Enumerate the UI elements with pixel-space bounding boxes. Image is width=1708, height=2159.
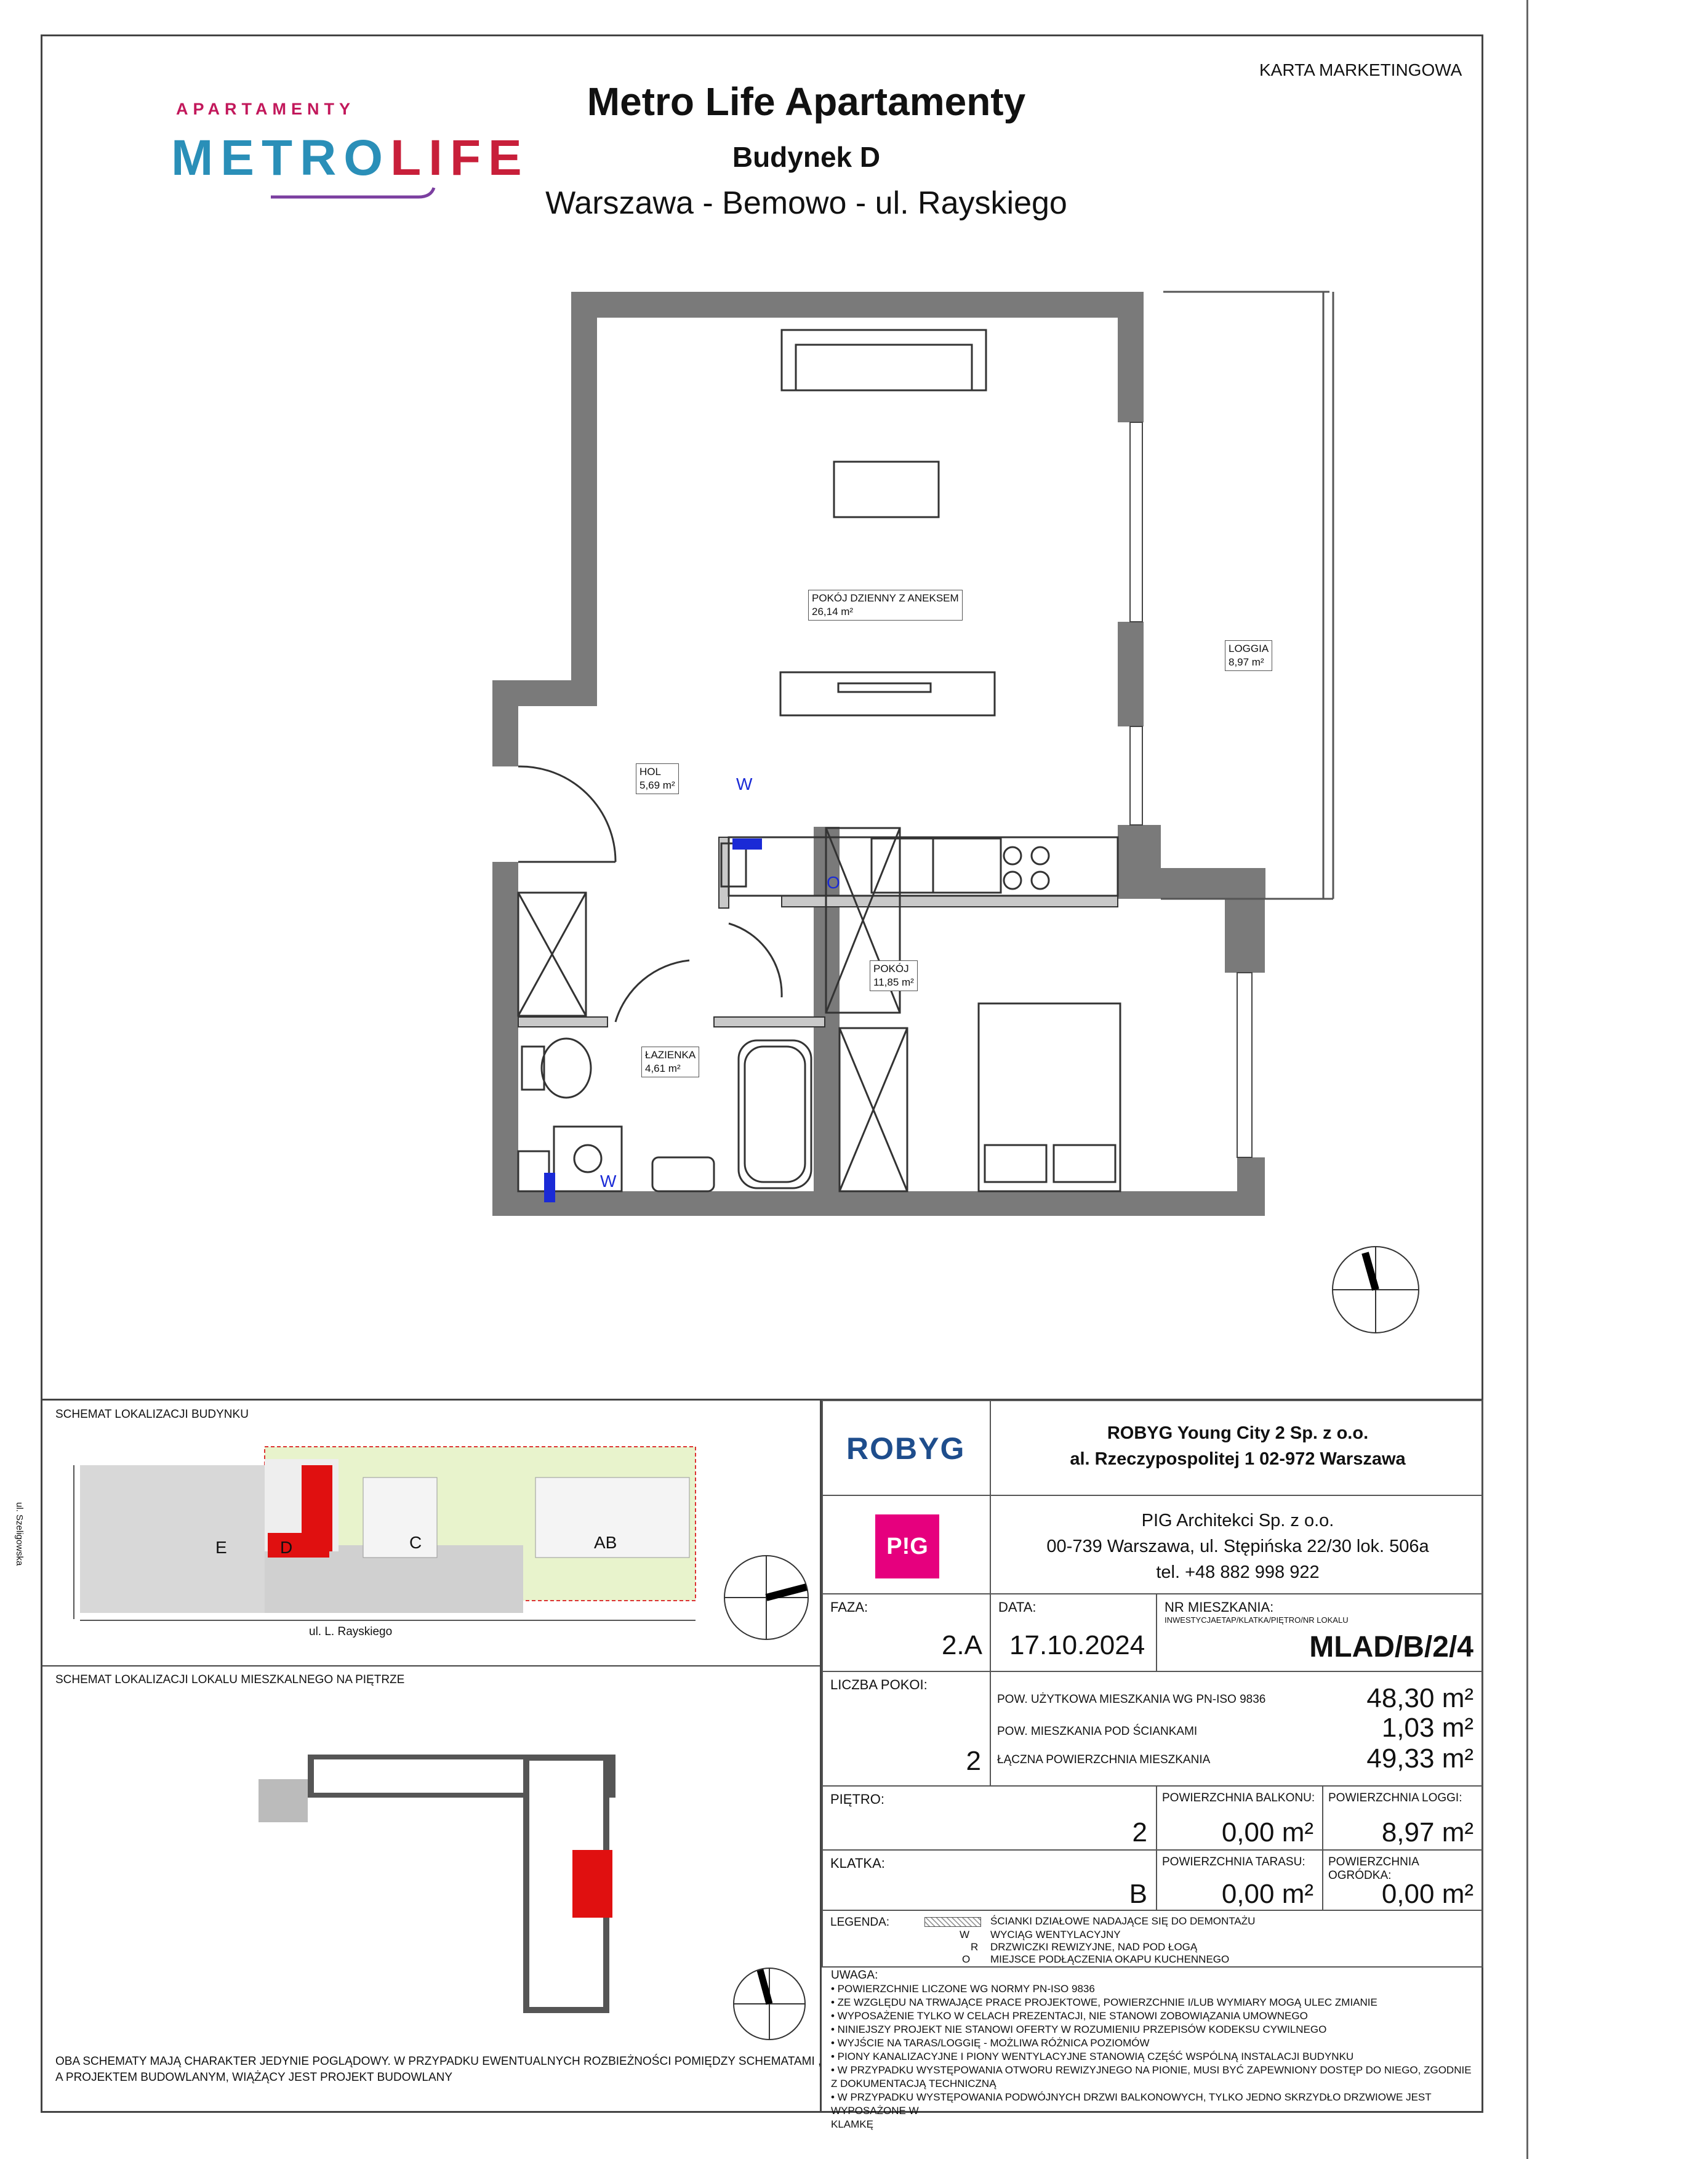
apartment-number-cell: NR MIESZKANIA: INWESTYCJAETAP/KLATKA/PIĘTRO/NR LOKALU MLAD/B/2/4 (1156, 1593, 1483, 1672)
architect-name: PIG Architekci Sp. z o.o. (1141, 1511, 1334, 1530)
street-side-label: ul. Szeligowska (14, 1502, 25, 1566)
loggia-area: 8,97 m² (1381, 1817, 1473, 1847)
rooms-count: 2 (966, 1746, 981, 1776)
room-label-hall: HOL 5,69 m² (636, 763, 679, 794)
robyg-logo: ROBYG (846, 1431, 966, 1466)
legend-cell: LEGENDA: ŚCIANKI DZIAŁOWE NADAJĄCE SIĘ DO DEMONTAŻU W WYCIĄG WENTYLACYJNY R DRZWICZKI REWIZYJNE, NAD POD ŁOGĄ O MIEJSCE PODŁĄCZENIA OKAPU KUCHENNEGO (822, 1910, 1483, 1968)
north-arrow-icon-2 (720, 1551, 812, 1644)
floor-value: 2 (1132, 1817, 1147, 1847)
logo-life: LIFE (390, 130, 529, 186)
developer-address: al. Rzeczypospolitej 1 02-972 Warszawa (1070, 1449, 1406, 1469)
disclaimer-line-2: A PROJEKTEM BUDOWLANYM, WIĄŻĄCY JEST PROJEKT BUDOWLANY (55, 2071, 453, 2084)
page-title: Metro Life Apartamenty (587, 79, 1026, 124)
building-ab-label: AB (594, 1533, 617, 1552)
developer-cell (990, 1400, 1483, 1496)
room-label-bathroom: ŁAZIENKA 4,61 m² (641, 1047, 699, 1077)
date-value: 17.10.2024 (1009, 1630, 1145, 1660)
vent-mark-w2: W (600, 1172, 617, 1191)
north-arrow-icon-3 (729, 1964, 809, 2044)
vent-mark-w1: W (736, 774, 753, 794)
floor-schema-title: SCHEMAT LOKALIZACJI LOKALU MIESZKALNEGO NA PIĘTRZE (55, 1673, 405, 1686)
schema-divider (41, 1665, 820, 1666)
building-c-label: C (409, 1533, 422, 1552)
room-label-room: POKÓJ 11,85 m² (870, 960, 918, 991)
garden-cell: POWIERZCHNIA OGRÓDKA: 0,00 m² (1322, 1849, 1483, 1911)
demolition-wall-symbol (924, 1917, 981, 1927)
loggia-cell: POWIERZCHNIA LOGGI: 8,97 m² (1322, 1785, 1483, 1851)
building-d-label: D (280, 1538, 293, 1557)
areas-cell: POW. UŻYTKOWA MIESZKANIA WG PN-ISO 9836 48,30 m² POW. MIESZKANIA POD ŚCIANKAMI 1,03 m² ŁĄCZNA POWIERZCHNIA MIESZKANIA 49,33 m² (990, 1671, 1483, 1787)
logo-metro: METRO (171, 130, 391, 186)
building-e-label: E (215, 1538, 227, 1557)
right-border (1526, 0, 1528, 2159)
rooms-count-cell: LICZBA POKOI: 2 (822, 1671, 991, 1787)
marketing-card-label: KARTA MARKETINGOWA (1259, 60, 1462, 79)
faza-value: 2.A (941, 1630, 982, 1660)
north-arrow-icon (1329, 1244, 1422, 1336)
building-name: Budynek D (732, 141, 881, 173)
apartment-number: MLAD/B/2/4 (1309, 1631, 1473, 1663)
date-cell: DATA: 17.10.2024 (990, 1593, 1157, 1672)
architect-cell (990, 1495, 1483, 1594)
room-label-living: POKÓJ DZIENNY Z ANEKSEM 26,14 m² (808, 590, 963, 621)
location: Warszawa - Bemowo - ul. Rayskiego (545, 185, 1067, 221)
under-wall-area: 1,03 m² (1381, 1713, 1473, 1743)
total-area: 49,33 m² (1366, 1743, 1473, 1774)
developer-name: ROBYG Young City 2 Sp. z o.o. (1107, 1423, 1369, 1443)
street-bottom-label: ul. L. Rayskiego (309, 1625, 393, 1638)
pig-logo: P!G (875, 1514, 939, 1578)
disclaimer-line-1: OBA SCHEMATY MAJĄ CHARAKTER JEDYNIE POGLĄDOWY. W PRZYPADKU EWENTUALNYCH ROZBIEŻNOŚCI POMIĘDZY SCHEMATAMI , (55, 2055, 822, 2068)
notes: UWAGA: • POWIERZCHNIE LICZONE WG NORMY PN-ISO 9836 • ZE WZGLĘDU NA TRWAJĄCE PRACE PROJEKTOWE, POWIERZCHNIE I/LUB WYMIARY MOGĄ ULEC ZMIANIE • WYPOSAŻENIE TYLKO W CELACH PREZENTACJI, NIE STANOWI ZOBOWIĄZANIA UMOWNEGO • NINIEJSZY PROJEKT NIE STANOWI OFERTY W ROZUMIENIU PRZEPISÓW KODEKSU CYWILNEGO • WYJŚCIE NA TARAS/LOGGIĘ - MOŻLIWA RÓŻNICA POZIOMÓW • PIONY KANALIZACYJNE I PIONY WENTYLACYJNE STANOWIĄ CZĘŚĆ WSPÓLNĄ INSTALACJI BUDYNKU • W PRZYPADKU WYSTĘPOWANIA OTWORU REWIZYJNEGO NA PIONIE, MUSI BYĆ ZAPEWNIONY DOSTĘP DO NIEGO, ZGODNIE Z DOKUMENTACJĄ TECHNICZNĄ • W PRZYPADKU WYSTĘPOWANIA PODWÓJNYCH DRZWI BALKONOWYCH, TYLKO JEDNO SKRZYDŁO DRZWIOWE JEST WYPOSAŻONE W KLAMKĘ (831, 1969, 1472, 2130)
terrace-area: 0,00 m² (1221, 1879, 1313, 1909)
balcony-cell: POWIERZCHNIA BALKONU: 0,00 m² (1156, 1785, 1323, 1851)
balcony-area: 0,00 m² (1221, 1817, 1313, 1847)
location-schema-title: SCHEMAT LOKALIZACJI BUDYNKU (55, 1408, 249, 1421)
stair-cell: KLATKA: B (822, 1849, 1157, 1911)
terrace-cell: POWIERZCHNIA TARASU: 0,00 m² (1156, 1849, 1323, 1911)
architect-address: 00-739 Warszawa, ul. Stępińska 22/30 lok. 506a (1046, 1537, 1429, 1556)
robyg-logo-cell (822, 1400, 991, 1496)
room-label-loggia: LOGGIA 8,97 m² (1225, 640, 1272, 671)
faza-cell: FAZA: 2.A (822, 1593, 991, 1672)
logo-top-text: APARTAMENTY (176, 100, 355, 118)
usable-area: 48,30 m² (1366, 1683, 1473, 1713)
garden-area: 0,00 m² (1381, 1879, 1473, 1909)
hood-mark-o: O (827, 873, 840, 892)
pig-logo-cell (822, 1495, 991, 1594)
stair-value: B (1129, 1879, 1147, 1909)
floor-cell: PIĘTRO: 2 (822, 1785, 1157, 1851)
floor-schema-map (240, 1742, 646, 2013)
architect-phone: tel. +48 882 998 922 (1156, 1562, 1320, 1582)
